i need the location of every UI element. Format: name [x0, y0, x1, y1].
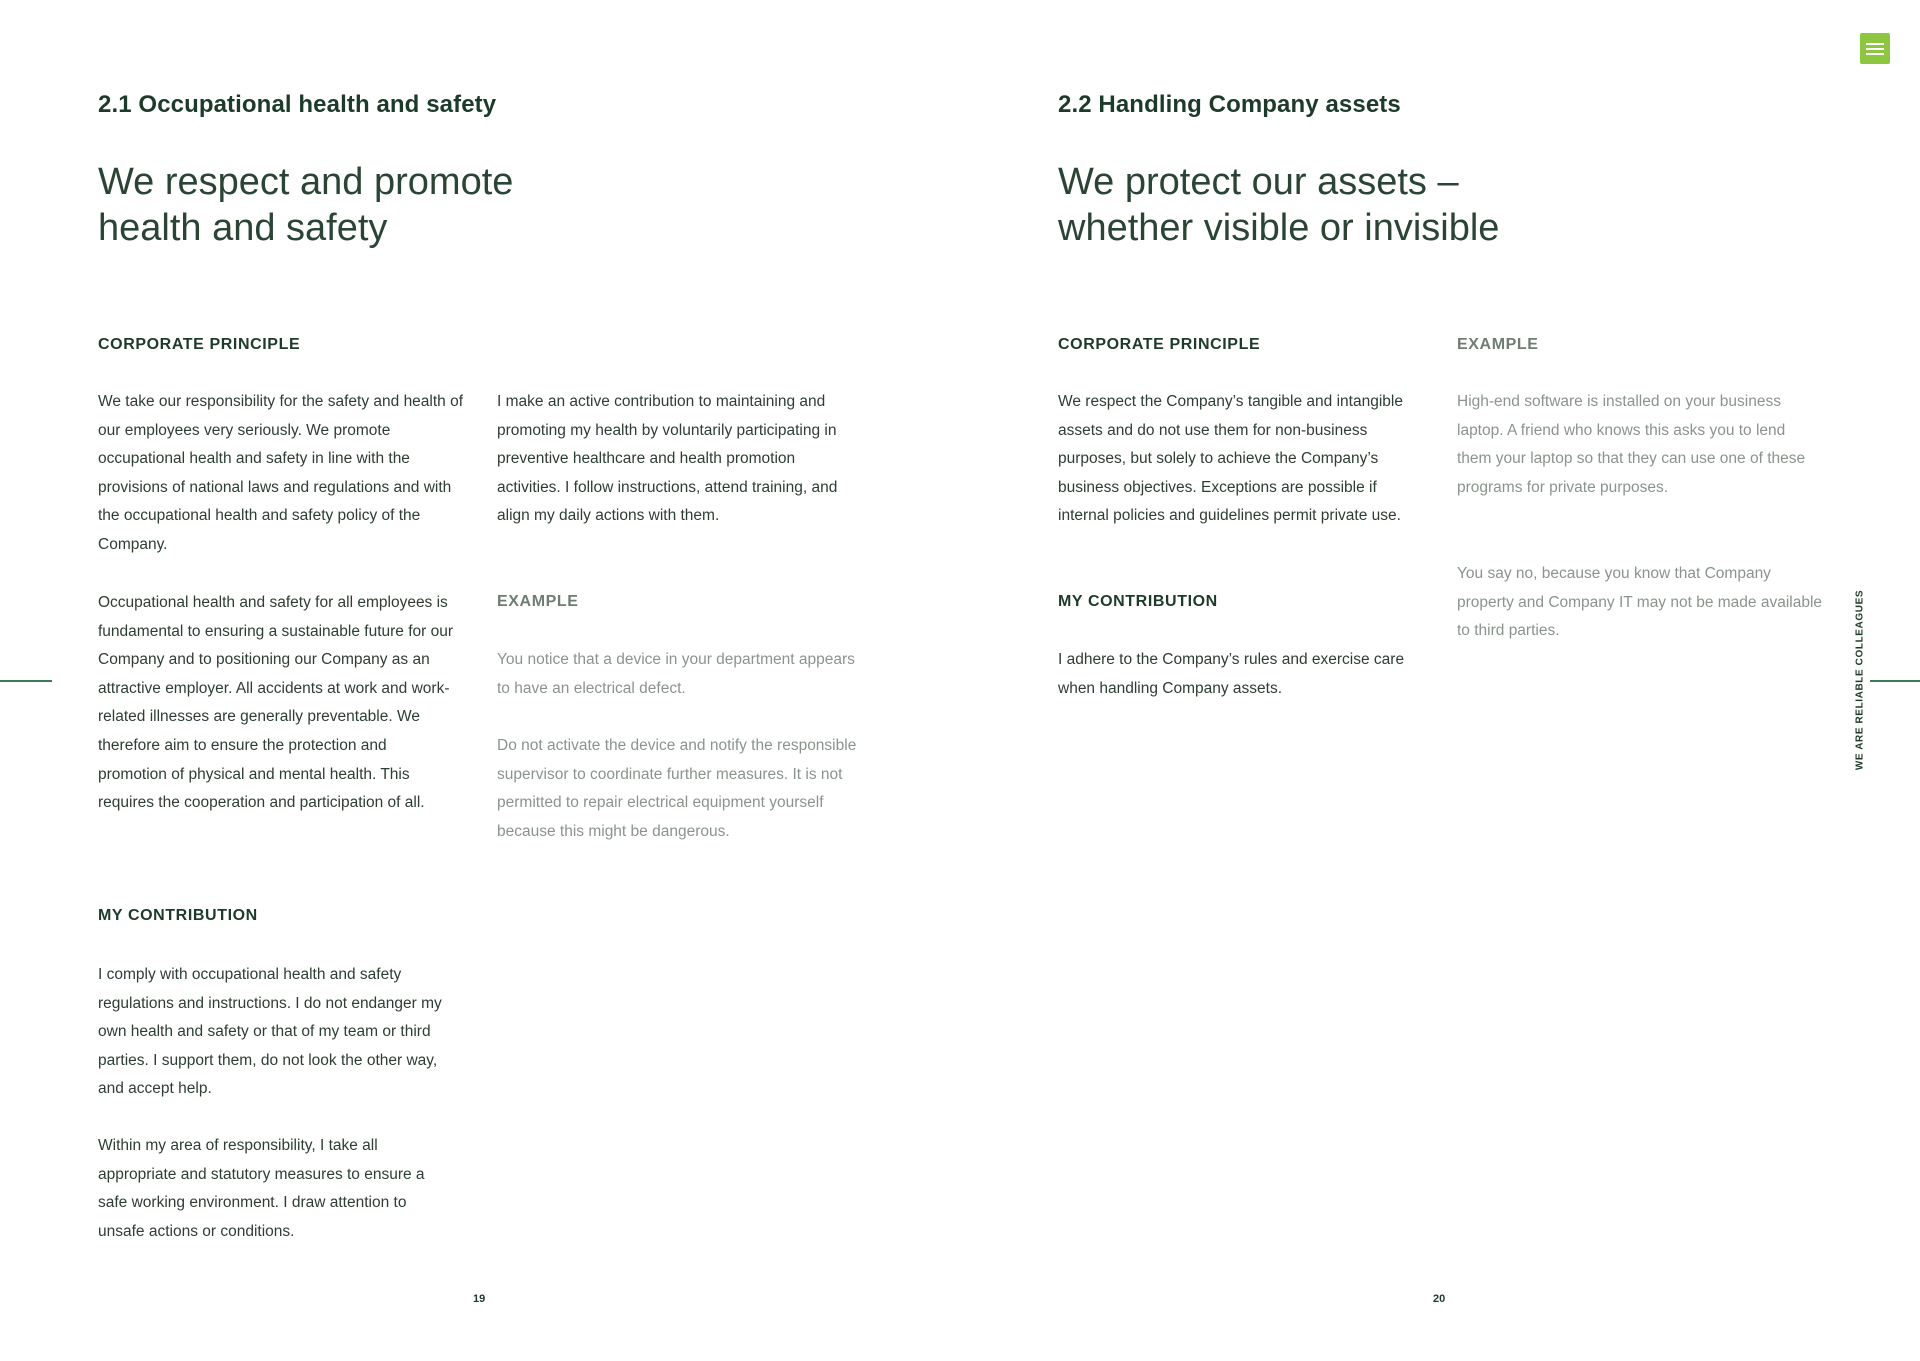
headline-line: We protect our assets –	[1058, 161, 1459, 203]
page-number: 20	[1433, 1293, 1446, 1305]
corporate-principle-label: CORPORATE PRINCIPLE	[98, 336, 301, 353]
example-text: You notice that a device in your department appears to have an electrical defect.	[497, 651, 855, 697]
my-contribution-text: I adhere to the Company’s rules and exercise care when handling Company assets.	[1058, 651, 1405, 697]
menu-bar	[1866, 53, 1884, 55]
page-headline	[98, 159, 718, 251]
menu-bar	[1866, 48, 1884, 50]
corporate-principle-label: CORPORATE PRINCIPLE	[1058, 336, 1261, 353]
example-label: EXAMPLE	[497, 593, 579, 610]
example-text: High-end software is installed on your business laptop. A friend who knows this asks you to lend them your laptop so that they can use one of these programs for private purposes.	[1457, 393, 1806, 496]
example-label: EXAMPLE	[1457, 336, 1539, 353]
my-contribution-label: MY CONTRIBUTION	[1058, 593, 1218, 610]
hamburger-menu-icon[interactable]	[1860, 33, 1890, 64]
headline-line: whether visible or invisible	[1058, 207, 1500, 249]
my-contribution-text: I comply with occupational health and safety regulations and instructions. I do not endanger my own health and safety or that of my team or third parties. I support them, do not look the other way, and accept help.	[98, 966, 442, 1098]
menu-bar	[1866, 43, 1884, 45]
my-contribution-label: MY CONTRIBUTION	[98, 907, 258, 924]
my-contribution-text: Within my area of responsibility, I take all appropriate and statutory measures to ensure a safe working environment. I draw attention to unsafe actions or conditions.	[98, 1137, 425, 1240]
headline-line: health and safety	[98, 207, 388, 249]
example-text: Do not activate the device and notify the responsible supervisor to coordinate further measures. It is not permitted to repair electrical equipment yourself because this might be dangerous.	[497, 737, 857, 840]
right-page	[960, 0, 1920, 1361]
corporate-principle-text: We respect the Company’s tangible and intangible assets and do not use them for non-business purposes, but solely to achieve the Company’s business objectives. Exceptions are possible if internal policies and guidelines permit private use.	[1058, 393, 1403, 525]
headline-line: We respect and promote	[98, 161, 514, 203]
chapter-side-tab[interactable]: WE ARE RELIABLE COLLEAGUES	[1854, 589, 1866, 771]
example-text: You say no, because you know that Company property and Company IT may not be made available to third parties.	[1457, 565, 1823, 640]
section-title: 2.2 Handling Company assets	[1058, 91, 1401, 118]
section-title: 2.1 Occupational health and safety	[98, 91, 497, 118]
corporate-principle-text: We take our responsibility for the safety and health of our employees very seriously. We promote occupational health and safety in line with the provisions of national laws and regulations and with the occupational health and safety policy of the Company.	[98, 393, 464, 553]
left-edge-divider	[0, 680, 52, 682]
corporate-principle-text: Occupational health and safety for all employees is fundamental to ensuring a sustainable future for our Company and to positioning our Company as an attractive employer. All accidents at work and work-related illnesses are generally preventable. We therefore aim to ensure the protection and promotion of physical and mental health. This requires the cooperation and participation of all.	[98, 594, 454, 812]
right-edge-divider	[1870, 680, 1920, 682]
page-headline	[1058, 159, 1678, 251]
page-number: 19	[473, 1293, 486, 1305]
my-contribution-text: I make an active contribution to maintaining and promoting my health by voluntarily participating in preventive healthcare and health promotion activities. I follow instructions, attend training, and align my daily actions with them.	[497, 393, 838, 525]
